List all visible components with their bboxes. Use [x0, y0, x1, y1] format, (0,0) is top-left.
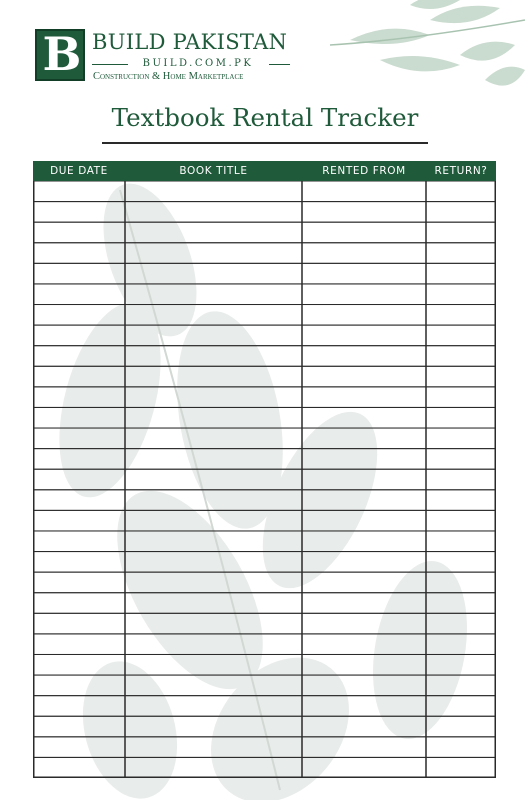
url-divider-left	[92, 64, 128, 65]
table-cell[interactable]	[426, 202, 496, 223]
table-cell[interactable]	[125, 305, 302, 326]
table-cell[interactable]	[125, 634, 302, 655]
table-cell[interactable]	[33, 716, 125, 737]
table-cell[interactable]	[33, 449, 125, 470]
table-cell[interactable]	[33, 675, 125, 696]
table-cell[interactable]	[426, 469, 496, 490]
table-cell[interactable]	[33, 284, 125, 305]
table-cell[interactable]	[426, 305, 496, 326]
table-cell[interactable]	[33, 634, 125, 655]
table-cell[interactable]	[125, 716, 302, 737]
brand-name: BUILD PAKISTAN	[92, 30, 288, 54]
table-cell[interactable]	[426, 572, 496, 593]
table-cell[interactable]	[302, 531, 426, 552]
table-cell[interactable]	[426, 613, 496, 634]
table-cell[interactable]	[426, 634, 496, 655]
url-divider-right	[269, 64, 290, 65]
table-cell[interactable]	[302, 552, 426, 573]
table-cell[interactable]	[426, 675, 496, 696]
leaves-decoration-icon	[310, 0, 530, 100]
table-cell[interactable]	[302, 696, 426, 717]
table-cell[interactable]	[302, 181, 426, 202]
brand-tagline: Construction & Home Marketplace	[93, 71, 244, 82]
column-header-due-date: DUE DATE	[50, 165, 108, 177]
table-cell[interactable]	[125, 407, 302, 428]
column-header-book-title: BOOK TITLE	[179, 165, 248, 177]
table-cell[interactable]	[302, 510, 426, 531]
table-cell[interactable]	[426, 366, 496, 387]
table-cell[interactable]	[125, 387, 302, 408]
table-cell[interactable]	[33, 552, 125, 573]
table-cell[interactable]	[125, 449, 302, 470]
table-cell[interactable]	[302, 222, 426, 243]
table-cell[interactable]	[33, 469, 125, 490]
table-cell[interactable]	[125, 654, 302, 675]
table-cell[interactable]	[426, 325, 496, 346]
table-cell[interactable]	[302, 469, 426, 490]
table-cell[interactable]	[426, 346, 496, 367]
table-cell[interactable]	[33, 531, 125, 552]
column-header-rented-from: RENTED FROM	[322, 165, 406, 177]
table-cell[interactable]	[125, 325, 302, 346]
table-cell[interactable]	[33, 325, 125, 346]
table-cell[interactable]	[426, 593, 496, 614]
table-cell[interactable]	[125, 675, 302, 696]
logo-letter: B	[42, 27, 82, 81]
table-cell[interactable]	[426, 222, 496, 243]
table-cell[interactable]	[33, 593, 125, 614]
table-cell[interactable]	[426, 181, 496, 202]
table-cell[interactable]	[302, 757, 426, 778]
table-cell[interactable]	[426, 716, 496, 737]
table-cell[interactable]	[426, 490, 496, 511]
table-cell[interactable]	[125, 593, 302, 614]
table-cell[interactable]	[302, 634, 426, 655]
table-cell[interactable]	[302, 428, 426, 449]
table-cell[interactable]	[33, 263, 125, 284]
table-cell[interactable]	[302, 325, 426, 346]
table-cell[interactable]	[426, 552, 496, 573]
table-cell[interactable]	[33, 305, 125, 326]
table-cell[interactable]	[125, 469, 302, 490]
table-cell[interactable]	[125, 757, 302, 778]
table-cell[interactable]	[302, 387, 426, 408]
table-cell[interactable]	[33, 613, 125, 634]
table-cell[interactable]	[302, 593, 426, 614]
table-cell[interactable]	[33, 181, 125, 202]
table-cell[interactable]	[302, 284, 426, 305]
table-cell[interactable]	[125, 346, 302, 367]
table-grid	[33, 181, 496, 778]
table-cell[interactable]	[33, 510, 125, 531]
table-cell[interactable]	[125, 552, 302, 573]
table-cell[interactable]	[33, 737, 125, 758]
page-title: Textbook Rental Tracker	[111, 103, 419, 132]
table-cell[interactable]	[302, 737, 426, 758]
table-cell[interactable]	[125, 202, 302, 223]
table-cell[interactable]	[302, 407, 426, 428]
table-cell[interactable]	[426, 510, 496, 531]
table-cell[interactable]	[302, 346, 426, 367]
brand-logo	[35, 29, 290, 84]
table-cell[interactable]	[125, 510, 302, 531]
table-cell[interactable]	[33, 572, 125, 593]
brand-url: BUILD.COM.PK	[142, 58, 254, 69]
rental-tracker-table	[33, 161, 496, 778]
table-cell[interactable]	[125, 181, 302, 202]
table-cell[interactable]	[302, 716, 426, 737]
table-cell[interactable]	[33, 222, 125, 243]
table-cell[interactable]	[426, 449, 496, 470]
logo-mark	[35, 29, 85, 81]
table-cell[interactable]	[426, 696, 496, 717]
table-cell[interactable]	[33, 387, 125, 408]
table-cell[interactable]	[125, 243, 302, 264]
table-cell[interactable]	[33, 243, 125, 264]
table-cell[interactable]	[426, 243, 496, 264]
table-cell[interactable]	[33, 428, 125, 449]
table-cell[interactable]	[426, 428, 496, 449]
table-cell[interactable]	[426, 284, 496, 305]
table-cell[interactable]	[426, 263, 496, 284]
title-underline	[102, 142, 428, 144]
table-cell[interactable]	[125, 531, 302, 552]
table-cell[interactable]	[426, 737, 496, 758]
table-cell[interactable]	[302, 572, 426, 593]
table-cell[interactable]	[302, 654, 426, 675]
table-header	[33, 161, 496, 181]
table-cell[interactable]	[125, 696, 302, 717]
table-cell[interactable]	[33, 366, 125, 387]
table-cell[interactable]	[302, 243, 426, 264]
table-cell[interactable]	[125, 222, 302, 243]
table-cell[interactable]	[302, 613, 426, 634]
table-cell[interactable]	[302, 675, 426, 696]
table-cell[interactable]	[125, 737, 302, 758]
table-cell[interactable]	[302, 263, 426, 284]
table-cell[interactable]	[125, 428, 302, 449]
table-cell[interactable]	[426, 654, 496, 675]
table-cell[interactable]	[426, 757, 496, 778]
table-cell[interactable]	[125, 613, 302, 634]
table-cell[interactable]	[33, 407, 125, 428]
table-cell[interactable]	[302, 305, 426, 326]
table-cell[interactable]	[302, 202, 426, 223]
table-cell[interactable]	[125, 263, 302, 284]
table-cell[interactable]	[302, 449, 426, 470]
table-cell[interactable]	[33, 696, 125, 717]
table-cell[interactable]	[33, 654, 125, 675]
table-cell[interactable]	[125, 572, 302, 593]
table-cell[interactable]	[426, 407, 496, 428]
table-cell[interactable]	[125, 490, 302, 511]
table-cell[interactable]	[125, 366, 302, 387]
table-cell[interactable]	[33, 202, 125, 223]
table-cell[interactable]	[125, 284, 302, 305]
table-cell[interactable]	[302, 490, 426, 511]
table-cell[interactable]	[426, 531, 496, 552]
table-cell[interactable]	[33, 490, 125, 511]
table-cell[interactable]	[33, 757, 125, 778]
table-cell[interactable]	[33, 346, 125, 367]
table-cell[interactable]	[426, 387, 496, 408]
column-header-return: RETURN?	[434, 165, 488, 177]
table-cell[interactable]	[302, 366, 426, 387]
